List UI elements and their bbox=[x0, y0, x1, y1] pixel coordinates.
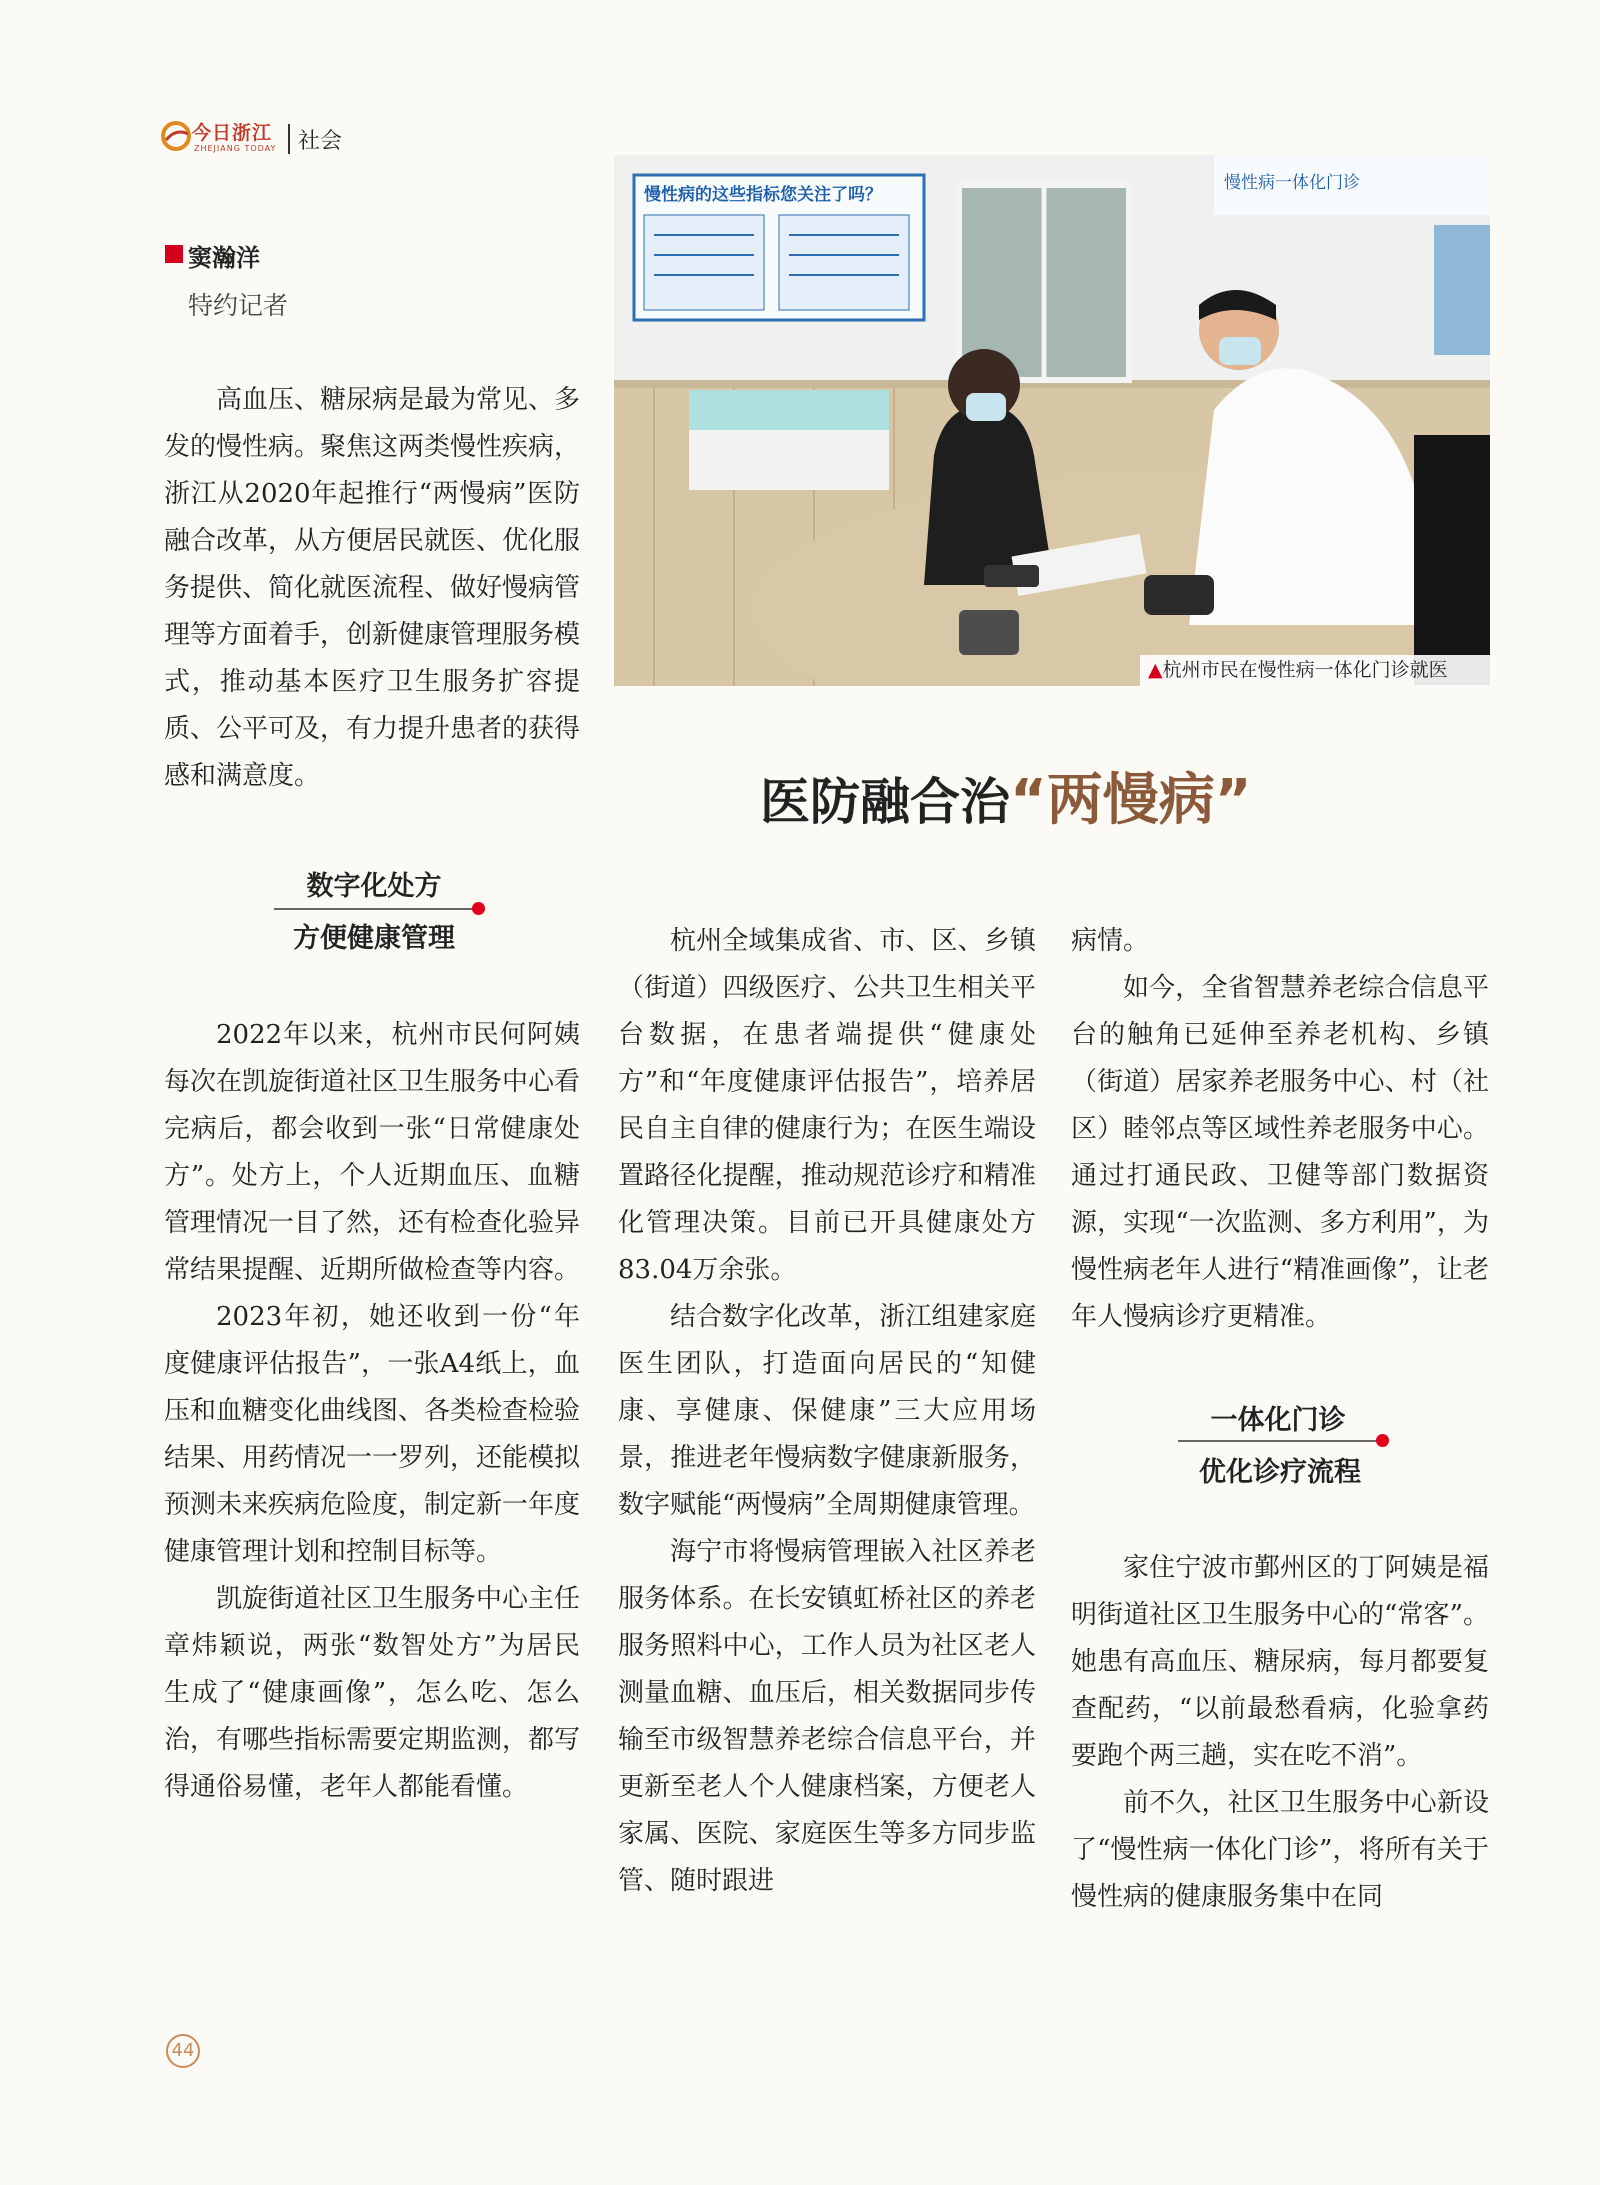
title-main: 医防融合治 bbox=[760, 773, 1010, 831]
column-3 bbox=[1071, 918, 1489, 1338]
intro-paragraph bbox=[164, 377, 580, 800]
section2-paragraph-1: 家住宁波市鄞州区的丁阿姨是福明街道社区卫生服务中心的“常客”。她患有高血压、糖尿病，每月都要复查配药，“以前最愁看病，化验拿药要跑个两三趟，实在吃不消”。 bbox=[1071, 1553, 1489, 1771]
intro-text: 高血压、糖尿病是最为常见、多发的慢性病。聚焦这两类慢性疾病，浙江从2020年起推行“两慢病”医防融合改革，从方便居民就医、优化服务提供、简化就医流程、做好慢病管理等方面着手，创新健康管理服务模式，推动基本医疗卫生服务扩容提质、公平可及，有力提升患者的获得感和满意度。 bbox=[164, 385, 581, 791]
logo-icon bbox=[160, 120, 192, 152]
article-title bbox=[760, 756, 1252, 836]
clinic-scene-illustration bbox=[614, 155, 1490, 686]
photo-caption bbox=[1140, 655, 1490, 686]
section1-paragraph-1: 2022年以来，杭州市民何阿姨每次在凯旋街道社区卫生服务中心看完病后，都会收到一张“日常健康处方”。处方上，个人近期血压、血糖管理情况一目了然，还有检查化验异常结果提醒、近期所做检查等内容。 bbox=[164, 1020, 581, 1285]
author-name: 窦瀚洋 bbox=[188, 244, 260, 272]
section2-paragraph-2: 前不久，社区卫生服务中心新设了“慢性病一体化门诊”，将所有关于慢性病的健康服务集中在同 bbox=[1071, 1788, 1489, 1912]
section2-heading-rule bbox=[1178, 1440, 1378, 1442]
caption-text: 杭州市民在慢性病一体化门诊就医 bbox=[1162, 659, 1448, 681]
header-divider bbox=[288, 124, 290, 154]
page-number: 44 bbox=[166, 2034, 200, 2068]
column-1 bbox=[164, 1012, 580, 1811]
sign-right-text: 慢性病一体化门诊 bbox=[1224, 173, 1360, 193]
column2-paragraph-3: 海宁市将慢病管理嵌入社区养老服务体系。在长安镇虹桥社区的养老服务照料中心，工作人员为社区老人测量血糖、血压后，相关数据同步传输至市级智慧养老综合信息平台，并更新至老人个人健康档案，方便老人家属、医院、家庭医生等多方同步监管、随时跟进 bbox=[618, 1537, 1036, 1896]
title-accent: “两慢病” bbox=[1010, 768, 1252, 833]
section2-heading-2: 优化诊疗流程 bbox=[1199, 1457, 1361, 1488]
section-label: 社会 bbox=[298, 129, 343, 154]
section2-heading-1: 一体化门诊 bbox=[1210, 1405, 1346, 1436]
logo-text: 今日浙江 bbox=[192, 122, 273, 144]
author-title: 特约记者 bbox=[188, 291, 289, 320]
section1-heading-1: 数字化处方 bbox=[306, 871, 442, 902]
section1-paragraph-3: 凯旋街道社区卫生服务中心主任章炜颖说，两张“数智处方”为居民生成了“健康画像”，怎么吃、怎么治，有哪些指标需要定期监测，都写得通俗易懂，老年人都能看懂。 bbox=[164, 1584, 581, 1802]
column3-paragraph-1: 如今，全省智慧养老综合信息平台的触角已延伸至养老机构、乡镇（街道）居家养老服务中心、村（社区）睦邻点等区域性养老服务中心。通过打通民政、卫健等部门数据资源，实现“一次监测、多方利用”，为慢性病老年人进行“精准画像”，让老年人慢病诊疗更精准。 bbox=[1071, 973, 1489, 1332]
article-photo bbox=[614, 155, 1490, 686]
column2-paragraph-1: 杭州全域集成省、市、区、乡镇（街道）四级医疗、公共卫生相关平台数据，在患者端提供“健康处方”和“年度健康评估报告”，培养居民自主自律的健康行为；在医生端设置路径化提醒，推动规范诊疗和精准化管理决策。目前已开具健康处方83.04万余张。 bbox=[618, 926, 1036, 1285]
sign-left-text: 慢性病的这些指标您关注了吗？ bbox=[644, 185, 882, 205]
column3-continuation: 病情。 bbox=[1071, 926, 1150, 956]
section2-heading-dot bbox=[1376, 1434, 1389, 1447]
column-2 bbox=[618, 918, 1036, 1905]
column2-paragraph-2: 结合数字化改革，浙江组建家庭医生团队，打造面向居民的“知健康、享健康、保健康”三大应用场景，推进老年慢病数字健康新服务，数字赋能“两慢病”全周期健康管理。 bbox=[618, 1302, 1036, 1520]
section1-heading-rule bbox=[274, 908, 474, 910]
section1-heading-dot bbox=[472, 902, 485, 915]
section1-paragraph-2: 2023年初，她还收到一份“年度健康评估报告”，一张A4纸上，血压和血糖变化曲线图、各类检查检验结果、用药情况一一罗列，还能模拟预测未来疾病危险度，制定新一年度健康管理计划和控制目标等。 bbox=[164, 1302, 581, 1567]
section2-body bbox=[1071, 1545, 1489, 1921]
caption-marker: ▲ bbox=[1148, 659, 1163, 681]
logo-subtitle: ZHEJIANG TODAY bbox=[194, 144, 277, 153]
author-marker bbox=[165, 245, 183, 263]
section1-heading-2: 方便健康管理 bbox=[293, 923, 455, 954]
